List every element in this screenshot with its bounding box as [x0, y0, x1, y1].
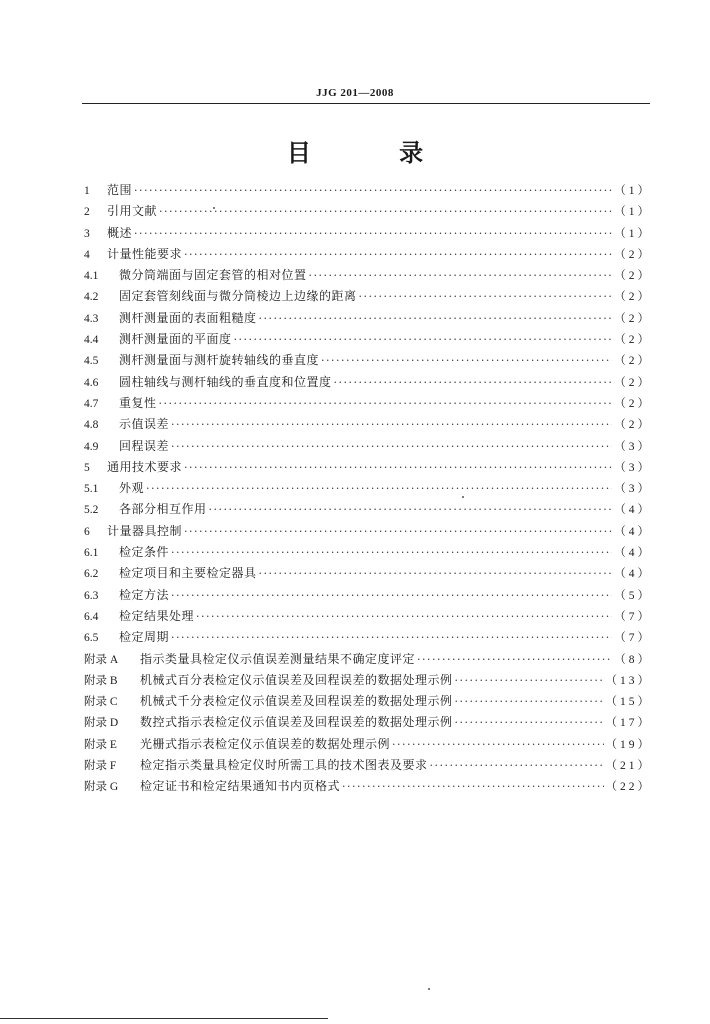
toc-entry[interactable] [84, 606, 652, 627]
toc-entry-page: （2） [614, 312, 652, 325]
toc-entry-label: 机械式千分表检定仪示值误差及回程误差的数据处理示例 [140, 694, 453, 709]
toc-entry[interactable] [84, 563, 652, 584]
toc-entry-page: （22） [605, 781, 652, 794]
toc-entry-label: 检定条件 [119, 545, 170, 560]
toc-entry[interactable] [84, 308, 652, 329]
footer-rule [0, 1018, 328, 1019]
toc-entry[interactable] [84, 414, 652, 435]
toc-entry[interactable] [84, 223, 652, 244]
toc-leader-dots [455, 712, 604, 733]
toc-entry-page: （1） [614, 185, 652, 197]
toc-entry-page: （2） [614, 419, 652, 432]
toc-entry-number: 4.9 [84, 440, 99, 453]
toc-leader-dots [209, 499, 613, 520]
toc-entry-label: 引用文献 [107, 204, 158, 219]
toc-entry-number: 附录 B [84, 674, 118, 687]
toc-entry[interactable] [84, 521, 652, 542]
toc-entry[interactable] [84, 499, 652, 520]
toc-leader-dots [184, 244, 612, 265]
toc-leader-dots [171, 585, 612, 606]
toc-entry-number: 1 [84, 185, 90, 197]
toc-entry-number: 4.5 [84, 355, 99, 368]
toc-entry-number: 4 [84, 248, 90, 261]
toc-entry-label: 测杆测量面的平面度 [119, 332, 232, 347]
toc-entry-label: 计量器具控制 [107, 523, 183, 538]
toc-leader-dots [196, 606, 612, 627]
standard-code-header: JJG 201—2008 [316, 87, 394, 99]
toc-entry-label: 测杆测量面的表面粗糙度 [119, 310, 257, 325]
toc-entry[interactable] [84, 734, 652, 755]
toc-entry-number: 5.2 [84, 504, 99, 517]
toc-entry-page: （2） [614, 334, 652, 347]
toc-entry-page: （2） [614, 291, 652, 304]
toc-leader-dots [455, 691, 604, 712]
toc-leader-dots [159, 201, 612, 222]
toc-leader-dots [171, 414, 612, 435]
toc-entry-page: （1） [614, 227, 652, 240]
toc-leader-dots [392, 734, 603, 755]
toc-entry[interactable] [84, 712, 652, 733]
toc-entry-number: 4.1 [84, 270, 99, 283]
toc-leader-dots [359, 286, 613, 307]
toc-entry-number: 4.7 [84, 397, 99, 410]
toc-entry[interactable] [84, 691, 652, 712]
toc-entry-label: 概述 [107, 225, 133, 240]
toc-entry[interactable] [84, 627, 652, 648]
toc-entry-number: 6 [84, 525, 90, 538]
toc-entry-page: （2） [614, 248, 652, 261]
toc-entry-label: 各部分相互作用 [119, 502, 207, 517]
toc-entry-number: 3 [84, 227, 90, 240]
toc-entry-page: （2） [614, 397, 652, 410]
toc-entry-label: 光栅式指示表检定仪示值误差的数据处理示例 [140, 736, 391, 751]
toc-entry-number: 2 [84, 206, 90, 219]
toc-entry-label: 检定项目和主要检定器具 [119, 566, 257, 581]
toc-entry-label: 检定周期 [119, 630, 170, 645]
scan-speck [213, 207, 215, 209]
table-of-contents [84, 180, 652, 798]
toc-entry-page: （3） [614, 483, 652, 496]
toc-entry-number: 附录 D [84, 717, 119, 730]
toc-leader-dots [134, 180, 612, 201]
toc-leader-dots [159, 393, 613, 414]
toc-entry-page: （2） [614, 270, 652, 283]
toc-leader-dots [171, 436, 612, 457]
toc-entry-page: （4） [614, 504, 652, 517]
toc-leader-dots [171, 542, 612, 563]
toc-entry-label: 外观 [119, 481, 145, 496]
toc-entry-page: （8） [614, 653, 652, 666]
toc-entry-label: 回程误差 [119, 438, 170, 453]
toc-leader-dots [455, 670, 604, 691]
header-rule [82, 103, 650, 104]
toc-entry-page: （3） [614, 461, 652, 474]
toc-entry-page: （2） [614, 355, 652, 368]
toc-entry-label: 测杆测量面与测杆旋转轴线的垂直度 [119, 353, 320, 368]
toc-entry-label: 示值误差 [119, 417, 170, 432]
toc-leader-dots [309, 265, 613, 286]
toc-entry[interactable] [84, 180, 652, 201]
toc-entry[interactable] [84, 542, 652, 563]
toc-entry-number: 附录 G [84, 781, 119, 794]
toc-entry-label: 检定证书和检定结果通知书内页格式 [140, 779, 341, 794]
toc-entry-number: 4.6 [84, 376, 99, 389]
toc-entry-page: （4） [614, 525, 652, 538]
toc-entry-number: 6.5 [84, 632, 99, 645]
toc-entry-number: 6.2 [84, 568, 99, 581]
toc-entry-label: 微分筒端面与固定套管的相对位置 [119, 268, 307, 283]
toc-entry[interactable] [84, 244, 652, 265]
toc-entry-label: 数控式指示表检定仪示值误差及回程误差的数据处理示例 [140, 715, 453, 730]
toc-leader-dots [321, 350, 612, 371]
toc-entry[interactable] [84, 478, 652, 499]
toc-leader-dots [171, 627, 612, 648]
toc-entry-label: 圆柱轴线与测杆轴线的垂直度和位置度 [119, 374, 332, 389]
toc-entry-page: （17） [605, 717, 652, 730]
toc-entry-number: 4.8 [84, 419, 99, 432]
toc-leader-dots [259, 563, 613, 584]
toc-entry[interactable] [84, 457, 652, 478]
toc-entry-label: 固定套管刻线面与微分筒棱边上边缘的距离 [119, 289, 357, 304]
toc-leader-dots [184, 457, 612, 478]
toc-entry-number: 附录 F [84, 760, 117, 773]
toc-entry-label: 机械式百分表检定仪示值误差及回程误差的数据处理示例 [140, 672, 453, 687]
toc-leader-dots [430, 755, 604, 776]
toc-entry[interactable] [84, 329, 652, 350]
toc-entry[interactable] [84, 201, 652, 222]
toc-entry[interactable] [84, 436, 652, 457]
toc-entry-number: 6.3 [84, 589, 99, 602]
toc-entry-label: 检定指示类量具检定仪时所需工具的技术图表及要求 [140, 758, 428, 773]
toc-entry-label: 通用技术要求 [107, 459, 183, 474]
toc-entry[interactable] [84, 372, 652, 393]
toc-entry-page: （4） [614, 547, 652, 560]
toc-entry[interactable] [84, 265, 652, 286]
toc-entry-page: （7） [614, 632, 652, 645]
toc-entry-number: 6.4 [84, 610, 99, 623]
page-title: 目 录 [286, 139, 464, 167]
toc-entry-page: （4） [614, 568, 652, 581]
toc-entry-page: （3） [614, 440, 652, 453]
toc-entry-page: （13） [605, 674, 652, 687]
toc-entry-number: 附录 A [84, 653, 119, 666]
toc-entry-number: 6.1 [84, 547, 99, 560]
toc-leader-dots [334, 372, 613, 393]
toc-entry[interactable] [84, 755, 652, 776]
toc-leader-dots [146, 478, 612, 499]
toc-entry[interactable] [84, 670, 652, 691]
scan-speck [428, 988, 430, 990]
toc-entry-page: （5） [614, 589, 652, 602]
toc-entry-page: （21） [605, 760, 652, 773]
toc-entry-label: 检定结果处理 [119, 608, 195, 623]
toc-entry-label: 检定方法 [119, 587, 170, 602]
toc-entry-page: （1） [614, 206, 652, 219]
toc-entry[interactable] [84, 776, 652, 797]
toc-entry-label: 重复性 [119, 395, 157, 410]
toc-entry-page: （15） [605, 696, 652, 709]
toc-entry-number: 附录 C [84, 696, 118, 709]
toc-leader-dots [234, 329, 613, 350]
scan-speck [462, 496, 464, 498]
toc-entry[interactable] [84, 286, 652, 307]
toc-entry-number: 5.1 [84, 483, 99, 496]
toc-entry-number: 4.4 [84, 334, 99, 347]
toc-entry-number: 4.3 [84, 312, 99, 325]
toc-entry-label: 指示类量具检定仪示值误差测量结果不确定度评定 [140, 651, 416, 666]
toc-leader-dots [259, 308, 613, 329]
toc-entry[interactable] [84, 649, 652, 670]
toc-entry-number: 4.2 [84, 291, 99, 304]
toc-leader-dots [134, 223, 612, 244]
toc-entry-number: 5 [84, 461, 90, 474]
toc-leader-dots [342, 776, 603, 797]
toc-entry-page: （2） [614, 376, 652, 389]
toc-entry[interactable] [84, 350, 652, 371]
toc-entry-page: （19） [605, 738, 652, 751]
toc-entry[interactable] [84, 585, 652, 606]
toc-leader-dots [184, 521, 612, 542]
toc-entry-label: 计量性能要求 [107, 246, 183, 261]
toc-entry-page: （7） [614, 610, 652, 623]
toc-entry[interactable] [84, 393, 652, 414]
toc-entry-number: 附录 E [84, 738, 117, 751]
toc-leader-dots [417, 649, 612, 670]
toc-entry-label: 范围 [107, 183, 133, 197]
